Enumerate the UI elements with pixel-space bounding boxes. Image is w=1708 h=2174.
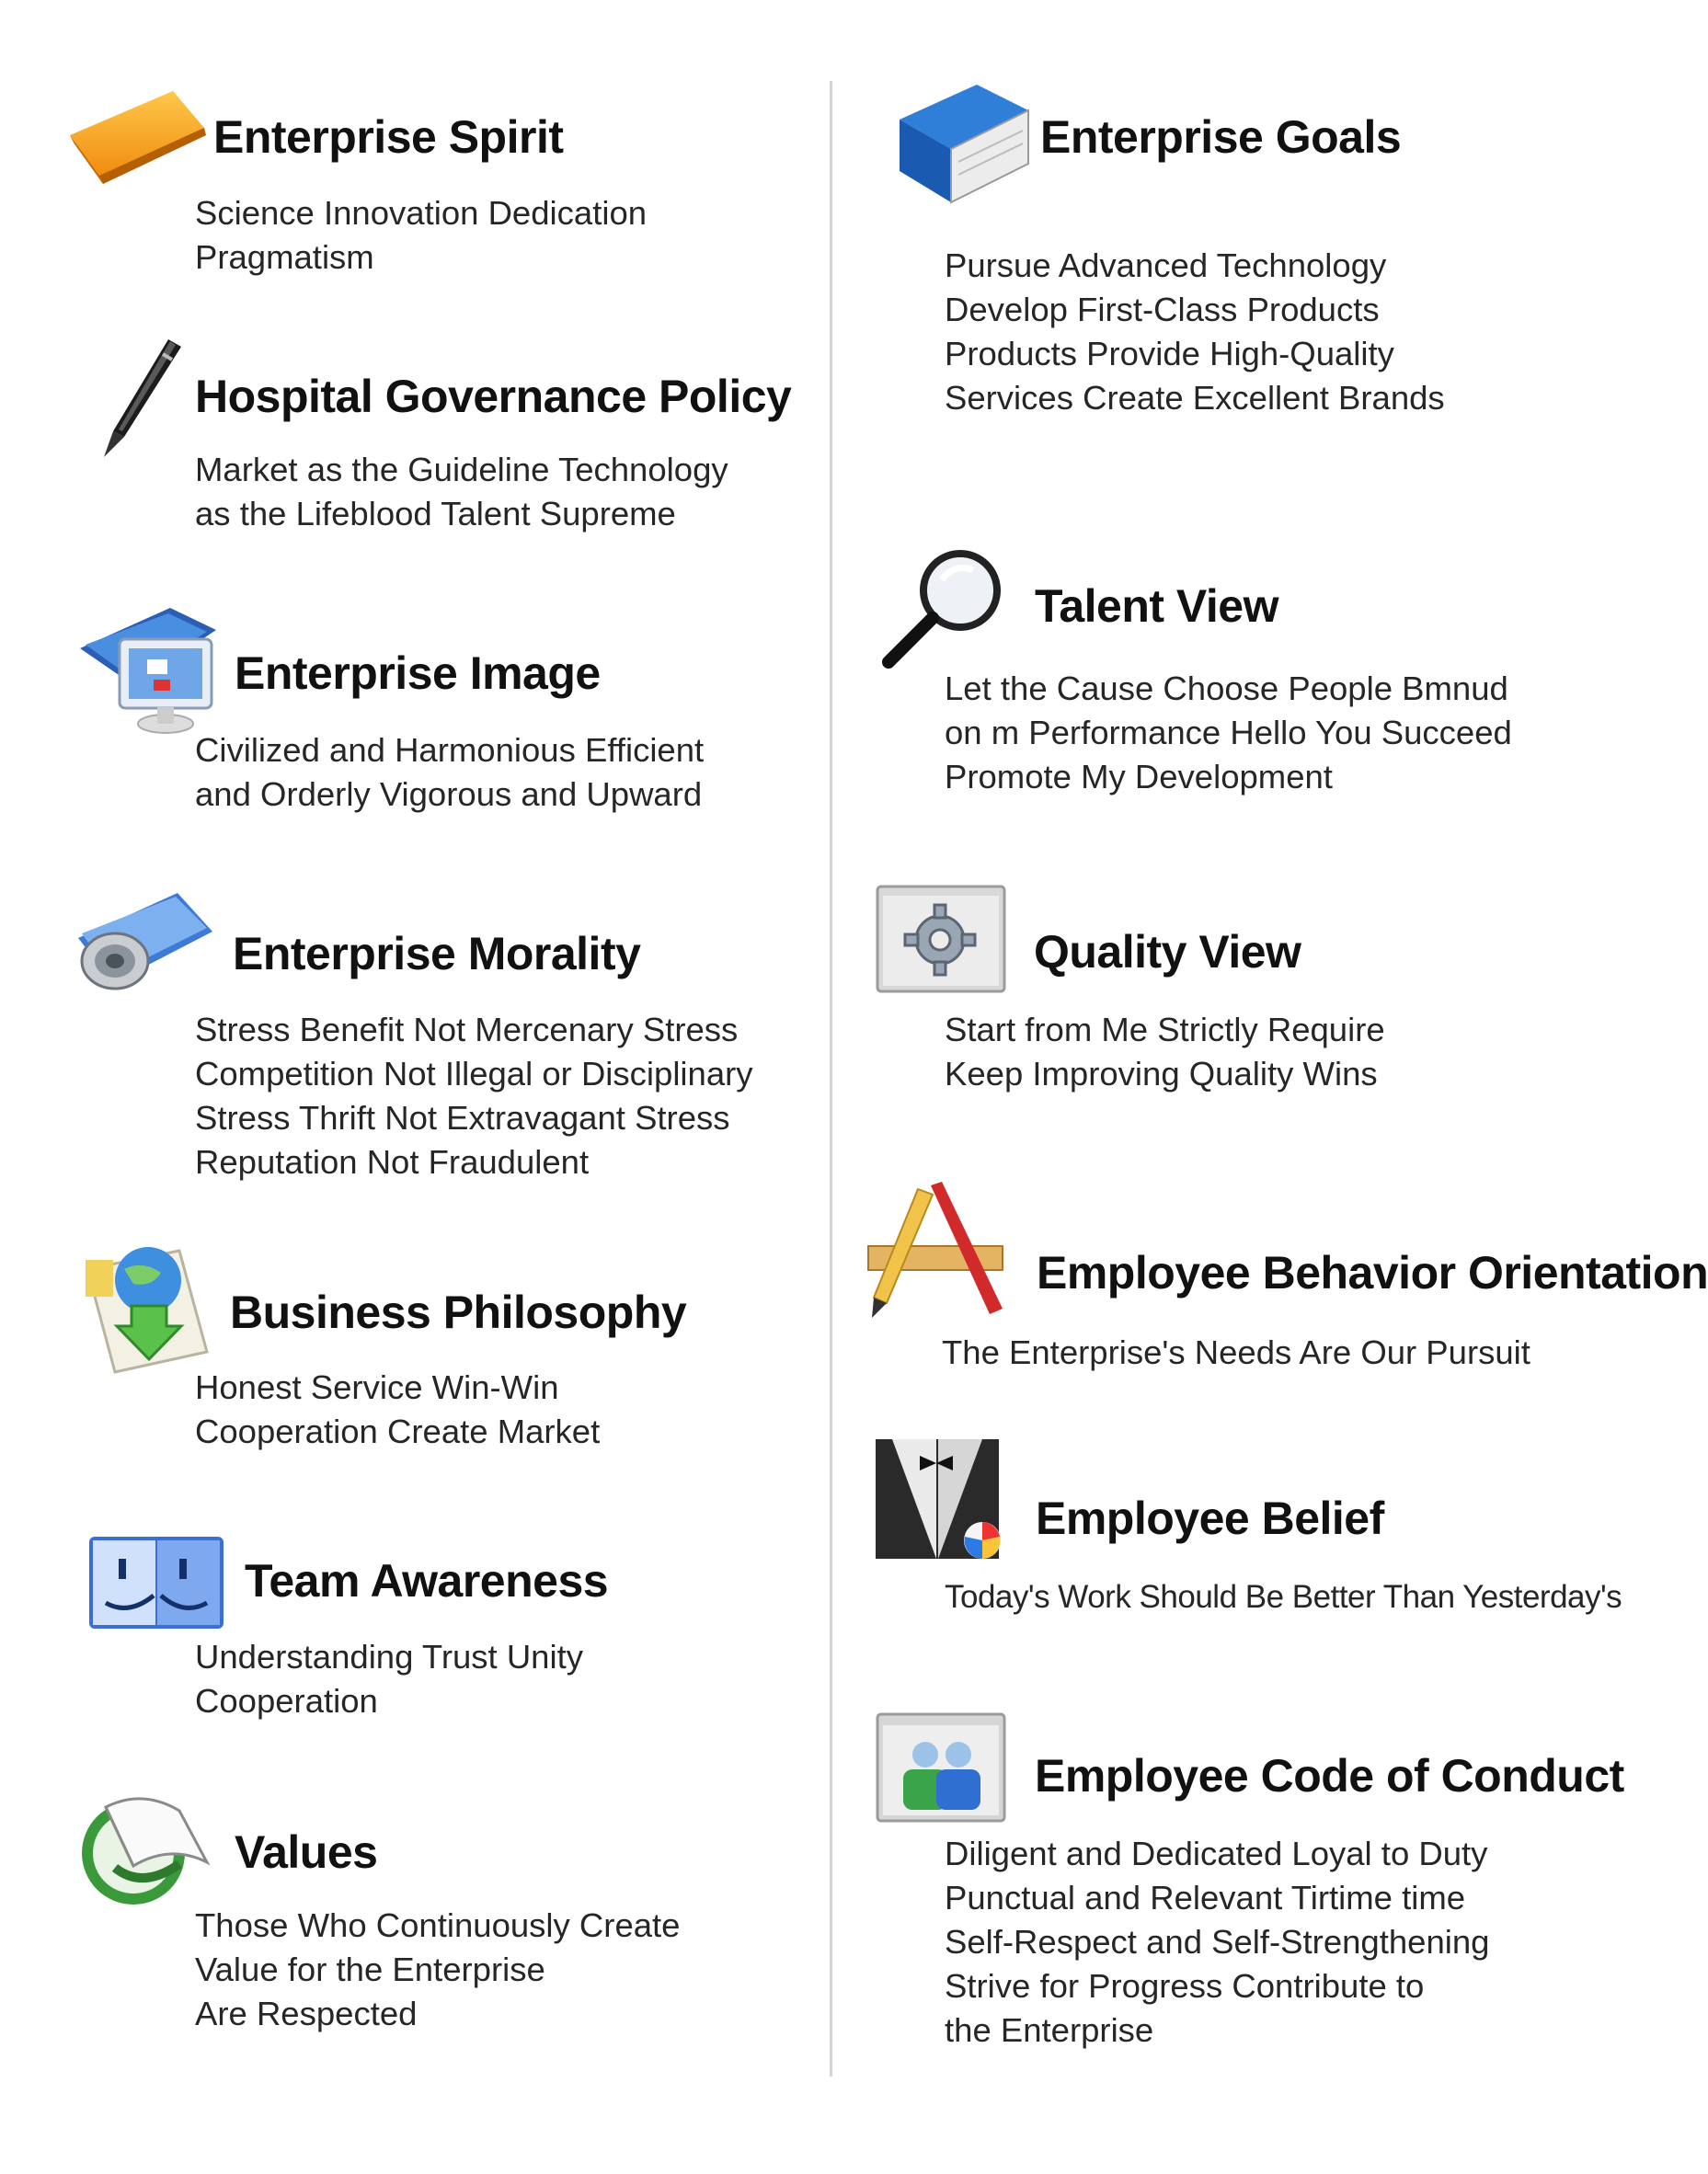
body-line: Let the Cause Choose People Bmnud [945, 669, 1508, 707]
section-body [195, 1635, 583, 1723]
body-line: Stress Thrift Not Extravagant Stress [195, 1099, 730, 1137]
body-line: Punctual and Relevant Tirtime time [945, 1879, 1466, 1917]
pen-icon [97, 336, 189, 460]
body-line: The Enterprise's Needs Are Our Pursuit [942, 1333, 1530, 1371]
section-title: Hospital Governance Policy [195, 371, 792, 422]
section-title: Enterprise Spirit [213, 111, 564, 163]
speaker-icon [69, 887, 216, 1007]
body-line: and Orderly Vigorous and Upward [195, 775, 703, 813]
body-line: Honest Service Win-Win [195, 1368, 559, 1406]
body-line: Science Innovation Dedication [195, 194, 648, 232]
body-line: Diligent and Dedicated Loyal to Duty [945, 1835, 1488, 1872]
body-line: Pursue Advanced Technology [945, 246, 1387, 284]
section-body [945, 1008, 1385, 1096]
tuxedo-icon [874, 1437, 1003, 1566]
section-title: Employee Behavior Orientation [1037, 1247, 1708, 1299]
section-title: Values [235, 1826, 378, 1878]
body-line: Stress Benefit Not Mercenary Stress [195, 1011, 739, 1048]
body-line: Cooperation [195, 1682, 378, 1720]
body-line: Products Provide High-Quality [945, 335, 1394, 372]
section-title: Employee Belief [1036, 1493, 1384, 1544]
magnifier-icon [881, 543, 1010, 671]
body-line: Understanding Trust Unity [195, 1638, 583, 1676]
body-line: Those Who Continuously Create [195, 1906, 681, 1944]
body-line: Strive for Progress Contribute to [945, 1967, 1425, 2005]
section-title: Enterprise Image [235, 647, 601, 699]
section-title: Business Philosophy [230, 1287, 687, 1338]
section-body [195, 728, 704, 817]
section-body [945, 1575, 1622, 1619]
body-line: Self-Respect and Self-Strengthening [945, 1923, 1490, 1961]
body-line: Start from Me Strictly Require [945, 1011, 1385, 1048]
body-line: Pragmatism [195, 238, 374, 276]
body-line: Develop First-Class Products [945, 291, 1380, 328]
body-line: Promote My Development [945, 758, 1333, 795]
body-line: the Enterprise [945, 2011, 1154, 2049]
section-title: Team Awareness [245, 1555, 609, 1607]
folder-icon [66, 87, 213, 207]
section-body [195, 1008, 753, 1184]
body-line: as the Lifeblood Talent Supreme [195, 495, 676, 532]
section-title: Quality View [1034, 926, 1301, 978]
body-line: Are Respected [195, 1995, 418, 2032]
body-line: Competition Not Illegal or Disciplinary [195, 1055, 753, 1093]
section-body [195, 1366, 600, 1454]
body-line: Services Create Excellent Brands [945, 379, 1445, 417]
section-title: Enterprise Morality [233, 928, 641, 979]
blue-book-icon [894, 83, 1032, 207]
section-body [945, 667, 1512, 799]
ruler-pencil-icon [866, 1182, 1004, 1320]
section-body [195, 191, 647, 280]
body-line: Value for the Enterprise [195, 1951, 545, 1988]
column-divider [830, 81, 832, 2077]
users-folder-icon [876, 1712, 1006, 1825]
body-line: Cooperation Create Market [195, 1413, 601, 1450]
section-body [195, 1904, 681, 2036]
section-body [195, 448, 728, 536]
body-line: Today's Work Should Be Better Than Yesterday's [945, 1579, 1622, 1615]
section-body [945, 244, 1445, 420]
body-line: Market as the Guideline Technology [195, 451, 728, 488]
monitor-icon [78, 602, 221, 740]
section-title: Talent View [1035, 580, 1278, 632]
gear-icon [876, 885, 1006, 995]
book-check-icon [78, 1779, 216, 1917]
section-body [945, 1832, 1489, 2053]
body-line: on m Performance Hello You Succeed [945, 714, 1512, 751]
section-title: Employee Code of Conduct [1035, 1750, 1624, 1802]
body-line: Keep Improving Quality Wins [945, 1055, 1378, 1093]
section-title: Enterprise Goals [1040, 111, 1402, 163]
section-body [942, 1331, 1530, 1375]
finder-faces-icon [87, 1531, 225, 1632]
body-line: Civilized and Harmonious Efficient [195, 731, 705, 769]
globe-download-icon [78, 1241, 212, 1375]
body-line: Reputation Not Fraudulent [195, 1143, 590, 1181]
